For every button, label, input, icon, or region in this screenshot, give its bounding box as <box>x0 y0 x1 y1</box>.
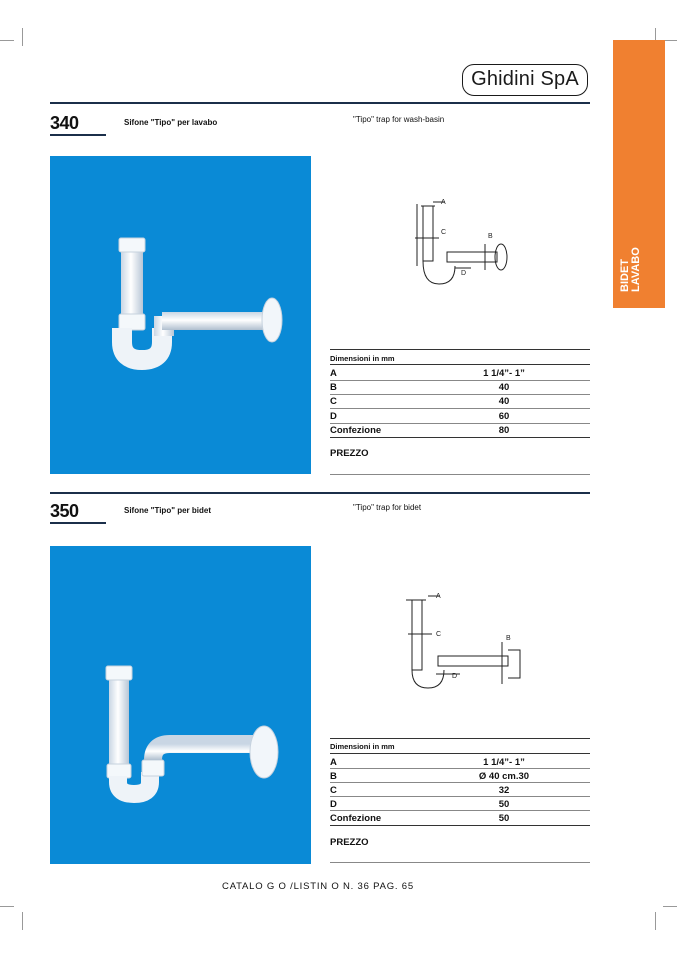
price-label: PREZZO <box>330 837 369 848</box>
crop-mark <box>22 28 23 46</box>
spec-row-rule <box>330 768 590 769</box>
price-rule <box>330 474 590 475</box>
specs-top-rule <box>330 738 590 739</box>
spec-row-rule <box>330 423 590 424</box>
spec-value: 60 <box>498 411 510 422</box>
specs-bottom-rule <box>330 437 590 438</box>
diagram-label-b: B <box>506 635 511 642</box>
price-label: PREZZO <box>330 448 369 459</box>
diagram-label-c: C <box>441 229 447 236</box>
spec-value: 50 <box>498 813 510 824</box>
spec-value: 1 1/4”- 1” <box>483 368 525 379</box>
spec-value: Ø 40 cm.30 <box>478 771 530 782</box>
spec-value: 50 <box>498 799 510 810</box>
spec-label: B <box>330 382 337 393</box>
product-photo <box>50 156 311 474</box>
trap-photo-illustration <box>50 546 311 864</box>
product-code-underline <box>50 134 106 136</box>
spec-value: 32 <box>498 785 510 796</box>
spec-value: 40 <box>498 382 510 393</box>
section-tab-label <box>620 232 660 292</box>
trap-photo-illustration <box>50 156 311 474</box>
crop-mark <box>655 912 656 930</box>
product-code: 340 <box>50 113 79 133</box>
section-rule <box>50 492 590 494</box>
spec-label: B <box>330 771 337 782</box>
spec-row-rule <box>330 796 590 797</box>
specs-top-rule <box>330 349 590 350</box>
diagram-label-d: D <box>452 673 458 680</box>
specs-bottom-rule <box>330 825 590 826</box>
diagram-label-b: B <box>488 233 493 240</box>
crop-mark <box>22 912 23 930</box>
price-rule <box>330 862 590 863</box>
spec-label: A <box>330 368 337 379</box>
specs-header-rule <box>330 753 590 754</box>
specs-header: Dimensioni in mm <box>330 354 395 363</box>
spec-label: D <box>330 799 337 810</box>
crop-mark <box>663 906 677 907</box>
brand-logo: Ghidini SpA <box>462 64 588 96</box>
diagram-label-c: C <box>436 631 442 638</box>
spec-label: C <box>330 785 337 796</box>
product-title-it: Sifone "Tipo" per lavabo <box>124 118 218 127</box>
spec-row-rule <box>330 380 590 381</box>
spec-row-rule <box>330 408 590 409</box>
product-title-en: "Tipo" trap for bidet <box>353 503 422 512</box>
spec-row-rule <box>330 394 590 395</box>
section-tab-line2: LAVABO <box>630 247 642 292</box>
crop-mark <box>663 40 677 41</box>
section-tab-line1: BIDET <box>619 259 631 292</box>
crop-mark <box>0 906 14 907</box>
product-title-en: "Tipo" trap for wash-basin <box>353 115 445 124</box>
product-title-it: Sifone "Tipo" per bidet <box>124 506 211 515</box>
product-code-underline <box>50 522 106 524</box>
spec-row-rule <box>330 810 590 811</box>
product-photo <box>50 546 311 864</box>
diagram-label-d: D <box>461 270 467 277</box>
spec-value: 1 1/4”- 1” <box>483 757 525 768</box>
spec-value: 80 <box>498 425 510 436</box>
specs-header: Dimensioni in mm <box>330 742 395 751</box>
page-footer: CATALO G O /LISTIN O N. 36 PAG. 65 <box>222 881 414 892</box>
technical-drawing <box>400 590 530 690</box>
spec-label: D <box>330 411 337 422</box>
diagram-label-a: A <box>436 593 441 600</box>
spec-row-rule <box>330 782 590 783</box>
specs-header-rule <box>330 364 590 365</box>
spec-label: C <box>330 396 337 407</box>
header-rule <box>50 102 590 104</box>
spec-label: Confezione <box>330 425 382 436</box>
spec-label: A <box>330 757 337 768</box>
diagram-label-a: A <box>441 199 446 206</box>
technical-drawing <box>405 196 515 291</box>
crop-mark <box>0 40 14 41</box>
spec-value: 40 <box>498 396 510 407</box>
spec-label: Confezione <box>330 813 382 824</box>
product-code: 350 <box>50 501 79 521</box>
